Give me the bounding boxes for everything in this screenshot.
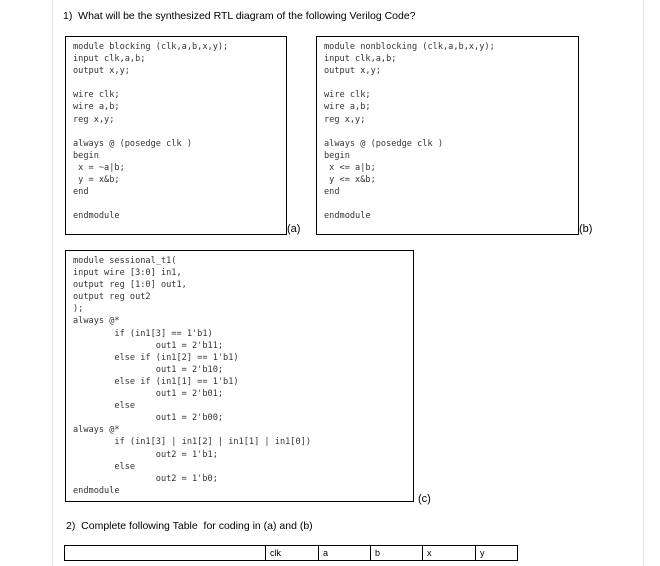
table-header-y: y [476,546,518,561]
table-header-x: x [423,546,476,561]
answer-table [64,545,518,561]
table-header-clk: clk [266,546,319,561]
label-c: (c) [418,493,431,505]
question-1: 1) What will be the synthesized RTL diagram of the following Verilog Code? [63,10,416,22]
table-header-a: a [319,546,371,561]
table-header-blank [65,546,266,561]
code-box-c [65,250,414,502]
label-a: (a) [287,223,301,235]
code-b: module nonblocking (clk,a,b,x,y); input clk,a,b; output x,y; wire clk; wire a,b; reg x,y; always @ (posedge clk ) begin x <= a|b; y <= x&b; end endmodule [324,42,495,222]
code-c: module sessional_t1( input wire [3:0] in1, output reg [1:0] out1, output reg out2 ); always @* if (in1[3] == 1'b1) out1 = 2'b11; else if (in1[2] == 1'b1) out1 = 2'b10; else if (in1[1] == 1'b1) out1 = 2'b01; else out1 = 2'b00; always @* if (in1[3] | in1[2] | in1[1] | in1[0]) out2 = 1'b1; else out2 = 1'b0; endmodule [73,256,311,496]
code-box-b [316,36,579,235]
code-a: module blocking (clk,a,b,x,y); input clk,a,b; output x,y; wire clk; wire a,b; reg x,y; always @ (posedge clk ) begin x = ~a|b; y = x&b; end endmodule [73,42,229,222]
question-2: 2) Complete following Table for coding in (a) and (b) [66,520,313,532]
table-header-row [65,546,518,561]
table-header-b: b [371,546,423,561]
label-b: (b) [579,223,593,235]
code-box-a [65,36,287,235]
